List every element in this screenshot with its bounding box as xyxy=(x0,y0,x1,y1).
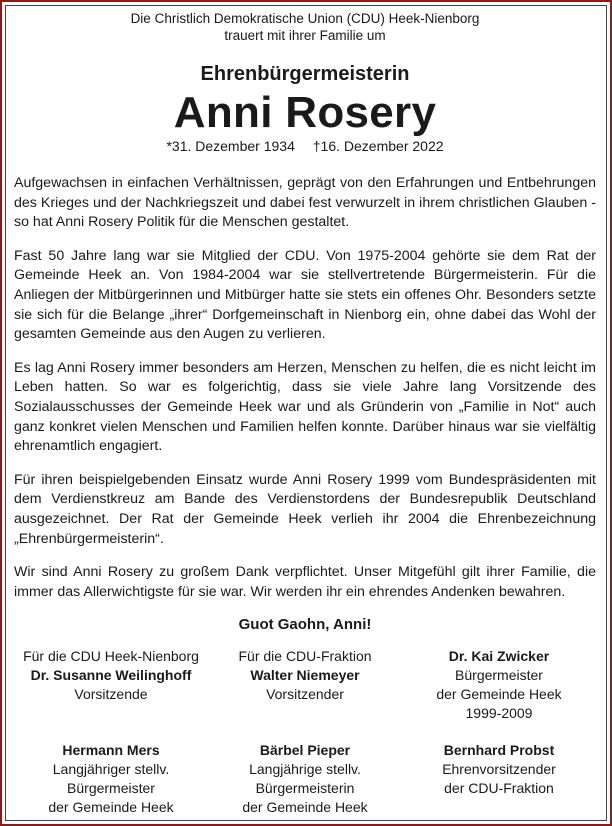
paragraph-2: Fast 50 Jahre lang war sie Mitglied der CDU. Von 1975-2004 gehörte sie dem Rat der Gemeinde Heek an. Von 1984-2004 war sie stellvertretende Bürgermeisterin. Für die Anliegen der Mitbürgerinnen und Mitbürger hatte sie stets ein offenes Ohr. Besonders setzte sie sich für die Belange „ihrer“ Dorfgemeinschaft in Nienborg ein, ohne dabei das Wohl der gesamten Gemeinde aus den Augen zu verlieren. xyxy=(14,247,596,343)
signatory-name: Bärbel Pieper xyxy=(259,742,351,759)
signatory-role: 1999-2009 xyxy=(465,705,533,722)
signatures-row-2 xyxy=(14,741,596,817)
closing-line: Guot Gaohn, Anni! xyxy=(238,616,372,634)
signatory-role: Langjähriger stellv. xyxy=(52,761,170,778)
signatory-role: Langjährige stellv. xyxy=(249,761,361,778)
life-dates xyxy=(14,138,596,155)
signatory-mers xyxy=(14,741,208,817)
signatory-role: der Gemeinde Heek xyxy=(436,686,562,703)
paragraph-1: Aufgewachsen in einfachen Verhältnissen, geprägt von den Erfahrungen und Entbehrungen des Krieges und der Nachkriegszeit und dabei fest verwurzelt in ihrem christlichen Glauben - so hat Anni Rosery Politik für die Menschen gestaltet. xyxy=(14,175,596,231)
birth-date: *31. Dezember 1934 xyxy=(166,138,295,154)
intro-line-1: Die Christlich Demokratische Union (CDU) Heek-Nienborg xyxy=(130,11,480,26)
signatory-role: der Gemeinde Heek xyxy=(242,799,368,816)
signatory-cdu-chair xyxy=(14,647,208,723)
signatory-role: Bürgermeister xyxy=(67,780,155,797)
signatory-pieper xyxy=(208,741,402,817)
signatory-fraction-chair xyxy=(208,647,402,723)
signatory-role: Bürgermeister xyxy=(455,667,543,684)
signatory-name: Dr. Kai Zwicker xyxy=(448,648,550,665)
paragraph-5: Wir sind Anni Rosery zu großem Dank verpflichtet. Unser Mitgefühl gilt ihrer Familie, die immer das Allerwichtigste für sie war. Wir werden ihr ein ehrendes Andenken bewahren. xyxy=(14,564,596,600)
signatory-name: Bernhard Probst xyxy=(443,742,555,759)
paragraph-4: Für ihren beispielgebenden Einsatz wurde Anni Rosery 1999 vom Bundespräsidenten mit dem Verdienstkreuz am Bande des Verdienstordens der Bundesrepublik Deutschland ausgezeichnet. Der Rat der Gemeinde Heek verlieh ihr 2004 die Ehrenbezeichnung „Ehrenbürgermeisterin“. xyxy=(14,471,596,547)
signatory-name: Hermann Mers xyxy=(62,742,160,759)
signatory-name: Dr. Susanne Weilinghoff xyxy=(30,667,192,684)
death-date: †16. Dezember 2022 xyxy=(312,138,444,154)
signatory-org: Für die CDU Heek-Nienborg xyxy=(23,648,199,665)
signatory-role: der Gemeinde Heek xyxy=(48,799,174,816)
signatory-role: Ehrenvorsitzender xyxy=(442,761,556,778)
signatory-mayor xyxy=(402,647,596,723)
honorary-title: Ehrenbürgermeisterin xyxy=(200,63,410,85)
signatory-name: Walter Niemeyer xyxy=(250,667,360,684)
signatures-row-1 xyxy=(14,647,596,723)
signatory-role: Bürgermeisterin xyxy=(255,780,355,797)
intro-block xyxy=(14,10,596,44)
obituary-notice xyxy=(14,10,596,817)
body-text xyxy=(14,174,596,602)
signatory-role: Vorsitzende xyxy=(74,686,148,703)
deceased-name: Anni Rosery xyxy=(173,88,437,137)
signatory-role: der CDU-Fraktion xyxy=(444,780,554,797)
paragraph-3: Es lag Anni Rosery immer besonders am Herzen, Menschen zu helfen, die es nicht leicht im Leben hatten. So war es folgerichtig, dass sie viele Jahre lang Vorsitzende des Sozialausschusses der Gemeinde Heek war und als Gründerin von „Familie in Not“ auch ganz konkret vielen Menschen und Familien helfen konnte. Darüber hinaus war sie vielfältig ehrenamtlich engagiert. xyxy=(14,359,596,455)
signatory-org: Für die CDU-Fraktion xyxy=(238,648,372,665)
signatory-role: Vorsitzender xyxy=(266,686,344,703)
signatory-probst xyxy=(402,741,596,817)
intro-line-2: trauert mit ihrer Familie um xyxy=(224,28,386,43)
